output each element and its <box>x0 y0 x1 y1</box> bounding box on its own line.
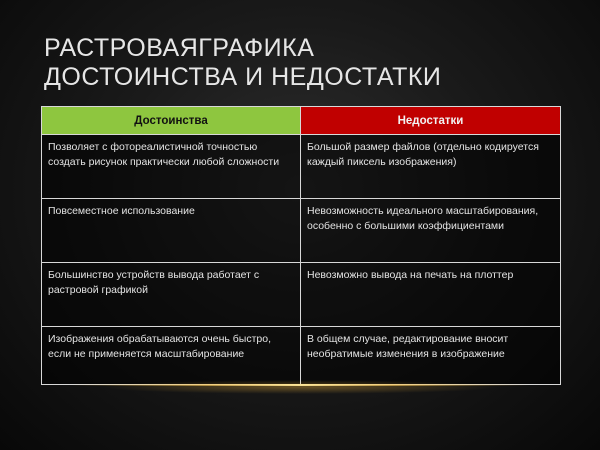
cons-cell: Невозможность идеального масштабирования, особенно с большими коэффициентами <box>301 199 561 263</box>
cons-cell: Невозможно вывода на печать на плоттер <box>301 263 561 327</box>
slide-title-line-1: РАСТРОВАЯГРАФИКА <box>44 34 315 62</box>
pros-cell: Позволяет с фотореалистичной точностью создать рисунок практически любой сложности <box>42 135 301 199</box>
comparison-table <box>41 106 561 385</box>
cons-header: Недостатки <box>301 107 561 135</box>
slide-title-line-2: ДОСТОИНСТВА И НЕДОСТАТКИ <box>44 63 442 91</box>
table-row <box>42 135 561 199</box>
decorative-divider <box>70 384 530 386</box>
table-row <box>42 199 561 263</box>
pros-cell: Большинство устройств вывода работает с растровой графикой <box>42 263 301 327</box>
cons-cell: В общем случае, редактирование вносит необратимые изменения в изображение <box>301 327 561 385</box>
pros-cell: Изображения обрабатываются очень быстро, если не применяется масштабирование <box>42 327 301 385</box>
decorative-glow <box>100 380 500 394</box>
slide-title <box>44 34 564 92</box>
cons-cell: Большой размер файлов (отдельно кодируется каждый пиксель изображения) <box>301 135 561 199</box>
pros-cell: Повсеместное использование <box>42 199 301 263</box>
table-header-row <box>42 107 561 135</box>
table-row <box>42 263 561 327</box>
pros-header: Достоинства <box>42 107 301 135</box>
table-row <box>42 327 561 385</box>
